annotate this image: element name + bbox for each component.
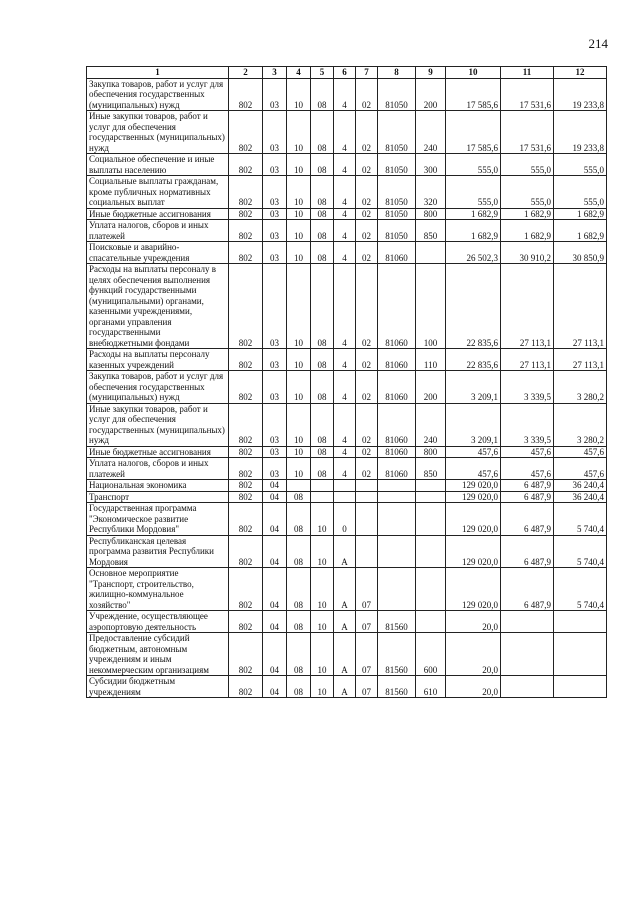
- code-cell: 802: [229, 220, 263, 242]
- row-name: Иные бюджетные ассигнования: [87, 446, 229, 458]
- table-row: [87, 220, 607, 242]
- code-cell: 08: [311, 111, 334, 154]
- code-cell: 200: [416, 371, 446, 404]
- table-row: [87, 611, 607, 633]
- amount-cell: 27 113,1: [501, 349, 554, 371]
- row-name: Расходы на выплаты персоналу в целях обеспечения выполнения функций государственными (муниципальными) органами, казенными учреждениями, органами управления государственными внебюджетными фондами: [87, 264, 229, 349]
- code-cell: 81050: [378, 111, 416, 154]
- amount-cell: 1 682,9: [554, 208, 607, 220]
- code-cell: 600: [416, 633, 446, 676]
- code-cell: 10: [287, 242, 311, 264]
- amount-cell: 19 233,8: [554, 111, 607, 154]
- table-row: [87, 446, 607, 458]
- code-cell: 02: [356, 78, 378, 111]
- code-cell: 08: [287, 676, 311, 698]
- table-row: [87, 154, 607, 176]
- code-cell: 10: [287, 446, 311, 458]
- amount-cell: 17 531,6: [501, 111, 554, 154]
- amount-cell: 129 020,0: [446, 503, 501, 536]
- code-cell: 03: [263, 111, 287, 154]
- column-header-10: 10: [446, 67, 501, 79]
- code-cell: 04: [263, 491, 287, 503]
- table-row: [87, 208, 607, 220]
- code-cell: 802: [229, 480, 263, 492]
- column-header-2: 2: [229, 67, 263, 79]
- code-cell: 07: [356, 633, 378, 676]
- column-header-6: 6: [334, 67, 356, 79]
- code-cell: 08: [311, 349, 334, 371]
- row-name: Учреждение, осуществляющее аэропортовую деятельность: [87, 611, 229, 633]
- code-cell: 03: [263, 242, 287, 264]
- row-name: Основное мероприятие "Транспорт, строительство, жилищно-коммунальное хозяйство": [87, 568, 229, 611]
- code-cell: [416, 611, 446, 633]
- amount-cell: 36 240,4: [554, 480, 607, 492]
- code-cell: А: [334, 535, 356, 568]
- amount-cell: 555,0: [446, 176, 501, 209]
- row-name: Национальная экономика: [87, 480, 229, 492]
- table-row: [87, 568, 607, 611]
- amount-cell: 3 209,1: [446, 403, 501, 446]
- code-cell: 08: [311, 458, 334, 480]
- code-cell: 02: [356, 264, 378, 349]
- code-cell: 4: [334, 403, 356, 446]
- code-cell: 4: [334, 220, 356, 242]
- row-name: Транспорт: [87, 491, 229, 503]
- code-cell: 802: [229, 446, 263, 458]
- code-cell: [378, 480, 416, 492]
- code-cell: 802: [229, 535, 263, 568]
- code-cell: [416, 242, 446, 264]
- code-cell: 02: [356, 242, 378, 264]
- code-cell: 08: [287, 611, 311, 633]
- code-cell: 81560: [378, 676, 416, 698]
- code-cell: [311, 491, 334, 503]
- code-cell: 81050: [378, 154, 416, 176]
- code-cell: 10: [311, 676, 334, 698]
- amount-cell: 457,6: [446, 458, 501, 480]
- amount-cell: [554, 633, 607, 676]
- code-cell: 850: [416, 220, 446, 242]
- code-cell: 02: [356, 403, 378, 446]
- table-row: [87, 458, 607, 480]
- code-cell: [378, 568, 416, 611]
- table-row: [87, 535, 607, 568]
- code-cell: 03: [263, 403, 287, 446]
- row-name: Социальное обеспечение и иные выплаты населению: [87, 154, 229, 176]
- code-cell: 800: [416, 446, 446, 458]
- row-name: Государственная программа "Экономическое развитие Республики Мордовия": [87, 503, 229, 536]
- table-row: [87, 403, 607, 446]
- code-cell: 10: [287, 111, 311, 154]
- row-name: Иные бюджетные ассигнования: [87, 208, 229, 220]
- amount-cell: 20,0: [446, 676, 501, 698]
- code-cell: А: [334, 611, 356, 633]
- amount-cell: 3 339,5: [501, 403, 554, 446]
- code-cell: 08: [311, 403, 334, 446]
- code-cell: 802: [229, 491, 263, 503]
- amount-cell: 129 020,0: [446, 535, 501, 568]
- amount-cell: 36 240,4: [554, 491, 607, 503]
- code-cell: [334, 491, 356, 503]
- page-number: 214: [588, 36, 608, 51]
- amount-cell: 27 113,1: [501, 264, 554, 349]
- amount-cell: 3 280,2: [554, 371, 607, 404]
- code-cell: 08: [287, 568, 311, 611]
- code-cell: 10: [287, 371, 311, 404]
- code-cell: 802: [229, 503, 263, 536]
- code-cell: 81060: [378, 403, 416, 446]
- code-cell: [334, 480, 356, 492]
- amount-cell: 129 020,0: [446, 568, 501, 611]
- code-cell: 10: [287, 458, 311, 480]
- amount-cell: 555,0: [554, 176, 607, 209]
- amount-cell: 457,6: [501, 458, 554, 480]
- code-cell: 10: [287, 208, 311, 220]
- code-cell: 81060: [378, 458, 416, 480]
- code-cell: 81060: [378, 242, 416, 264]
- code-cell: 802: [229, 78, 263, 111]
- code-cell: 03: [263, 446, 287, 458]
- code-cell: 81560: [378, 611, 416, 633]
- code-cell: 03: [263, 220, 287, 242]
- code-cell: 4: [334, 176, 356, 209]
- code-cell: 4: [334, 154, 356, 176]
- code-cell: 4: [334, 264, 356, 349]
- code-cell: 81060: [378, 264, 416, 349]
- code-cell: 10: [287, 154, 311, 176]
- code-cell: 10: [287, 349, 311, 371]
- code-cell: 81560: [378, 633, 416, 676]
- code-cell: 08: [311, 78, 334, 111]
- code-cell: А: [334, 633, 356, 676]
- code-cell: [356, 491, 378, 503]
- code-cell: 02: [356, 446, 378, 458]
- amount-cell: 3 339,5: [501, 371, 554, 404]
- amount-cell: 457,6: [554, 446, 607, 458]
- code-cell: 02: [356, 176, 378, 209]
- code-cell: [416, 568, 446, 611]
- amount-cell: 1 682,9: [501, 220, 554, 242]
- amount-cell: 457,6: [446, 446, 501, 458]
- code-cell: 240: [416, 111, 446, 154]
- code-cell: [378, 503, 416, 536]
- code-cell: 81050: [378, 176, 416, 209]
- amount-cell: [501, 676, 554, 698]
- code-cell: 10: [311, 611, 334, 633]
- column-header-5: 5: [311, 67, 334, 79]
- code-cell: 802: [229, 611, 263, 633]
- row-name: Социальные выплаты гражданам, кроме публичных нормативных социальных выплат: [87, 176, 229, 209]
- code-cell: [378, 535, 416, 568]
- code-cell: 10: [311, 633, 334, 676]
- code-cell: 08: [311, 220, 334, 242]
- budget-table: [86, 66, 607, 698]
- code-cell: 10: [311, 503, 334, 536]
- column-header-4: 4: [287, 67, 311, 79]
- amount-cell: 6 487,9: [501, 491, 554, 503]
- code-cell: 200: [416, 78, 446, 111]
- code-cell: [287, 480, 311, 492]
- column-header-12: 12: [554, 67, 607, 79]
- table-row: [87, 264, 607, 349]
- code-cell: 100: [416, 264, 446, 349]
- code-cell: 04: [263, 611, 287, 633]
- code-cell: [356, 480, 378, 492]
- amount-cell: 26 502,3: [446, 242, 501, 264]
- code-cell: 240: [416, 403, 446, 446]
- code-cell: [416, 503, 446, 536]
- code-cell: [311, 480, 334, 492]
- code-cell: 10: [287, 78, 311, 111]
- code-cell: 802: [229, 633, 263, 676]
- code-cell: 802: [229, 264, 263, 349]
- table-row: [87, 78, 607, 111]
- code-cell: 03: [263, 154, 287, 176]
- code-cell: 81060: [378, 446, 416, 458]
- amount-cell: [501, 633, 554, 676]
- row-name: Уплата налогов, сборов и иных платежей: [87, 458, 229, 480]
- code-cell: 08: [287, 491, 311, 503]
- code-cell: 4: [334, 78, 356, 111]
- code-cell: 02: [356, 349, 378, 371]
- amount-cell: 129 020,0: [446, 491, 501, 503]
- code-cell: 610: [416, 676, 446, 698]
- amount-cell: 5 740,4: [554, 503, 607, 536]
- code-cell: 4: [334, 242, 356, 264]
- code-cell: 02: [356, 154, 378, 176]
- table-row: [87, 242, 607, 264]
- code-cell: 802: [229, 371, 263, 404]
- amount-cell: 1 682,9: [554, 220, 607, 242]
- code-cell: 04: [263, 503, 287, 536]
- amount-cell: 20,0: [446, 611, 501, 633]
- code-cell: 802: [229, 458, 263, 480]
- code-cell: 04: [263, 535, 287, 568]
- table-row: [87, 176, 607, 209]
- amount-cell: 5 740,4: [554, 568, 607, 611]
- code-cell: 04: [263, 480, 287, 492]
- row-name: Поисковые и аварийно-спасательные учреждения: [87, 242, 229, 264]
- table-header-row: [87, 67, 607, 79]
- code-cell: 03: [263, 458, 287, 480]
- amount-cell: 27 113,1: [554, 349, 607, 371]
- amount-cell: [554, 611, 607, 633]
- amount-cell: 1 682,9: [501, 208, 554, 220]
- amount-cell: 555,0: [554, 154, 607, 176]
- amount-cell: 6 487,9: [501, 568, 554, 611]
- code-cell: 08: [287, 633, 311, 676]
- code-cell: 07: [356, 568, 378, 611]
- code-cell: 10: [287, 220, 311, 242]
- amount-cell: 17 585,6: [446, 111, 501, 154]
- code-cell: 02: [356, 111, 378, 154]
- code-cell: 03: [263, 264, 287, 349]
- amount-cell: 457,6: [554, 458, 607, 480]
- column-header-8: 8: [378, 67, 416, 79]
- amount-cell: 3 209,1: [446, 371, 501, 404]
- code-cell: 4: [334, 111, 356, 154]
- code-cell: 802: [229, 208, 263, 220]
- code-cell: 81050: [378, 78, 416, 111]
- amount-cell: 22 835,6: [446, 264, 501, 349]
- code-cell: 802: [229, 403, 263, 446]
- table-row: [87, 111, 607, 154]
- code-cell: 81050: [378, 220, 416, 242]
- column-header-7: 7: [356, 67, 378, 79]
- code-cell: 10: [287, 264, 311, 349]
- code-cell: 08: [287, 503, 311, 536]
- code-cell: 0: [334, 503, 356, 536]
- amount-cell: 1 682,9: [446, 220, 501, 242]
- code-cell: 03: [263, 371, 287, 404]
- column-header-11: 11: [501, 67, 554, 79]
- code-cell: 10: [287, 403, 311, 446]
- code-cell: 02: [356, 458, 378, 480]
- amount-cell: 6 487,9: [501, 503, 554, 536]
- code-cell: 08: [311, 176, 334, 209]
- amount-cell: 6 487,9: [501, 480, 554, 492]
- code-cell: 02: [356, 208, 378, 220]
- code-cell: 800: [416, 208, 446, 220]
- code-cell: 850: [416, 458, 446, 480]
- amount-cell: 1 682,9: [446, 208, 501, 220]
- amount-cell: 457,6: [501, 446, 554, 458]
- code-cell: 320: [416, 176, 446, 209]
- code-cell: 03: [263, 349, 287, 371]
- code-cell: 03: [263, 208, 287, 220]
- amount-cell: 17 531,6: [501, 78, 554, 111]
- code-cell: 4: [334, 208, 356, 220]
- amount-cell: 555,0: [446, 154, 501, 176]
- code-cell: 802: [229, 154, 263, 176]
- column-header-9: 9: [416, 67, 446, 79]
- row-name: Предоставление субсидий бюджетным, автономным учреждениям и иным некоммерческим организациям: [87, 633, 229, 676]
- code-cell: А: [334, 676, 356, 698]
- code-cell: 04: [263, 676, 287, 698]
- table-row: [87, 633, 607, 676]
- code-cell: А: [334, 568, 356, 611]
- amount-cell: [501, 611, 554, 633]
- code-cell: 300: [416, 154, 446, 176]
- row-name: Уплата налогов, сборов и иных платежей: [87, 220, 229, 242]
- column-header-1: 1: [87, 67, 229, 79]
- table-row: [87, 349, 607, 371]
- code-cell: 10: [311, 568, 334, 611]
- code-cell: 07: [356, 676, 378, 698]
- code-cell: 4: [334, 446, 356, 458]
- code-cell: [356, 535, 378, 568]
- code-cell: 07: [356, 611, 378, 633]
- amount-cell: 5 740,4: [554, 535, 607, 568]
- code-cell: 4: [334, 371, 356, 404]
- code-cell: 08: [311, 242, 334, 264]
- column-header-3: 3: [263, 67, 287, 79]
- row-name: Иные закупки товаров, работ и услуг для обеспечения государственных (муниципальных) нужд: [87, 111, 229, 154]
- amount-cell: 6 487,9: [501, 535, 554, 568]
- code-cell: 08: [311, 208, 334, 220]
- table-body: [87, 78, 607, 698]
- table-row: [87, 503, 607, 536]
- code-cell: [416, 535, 446, 568]
- amount-cell: 30 910,2: [501, 242, 554, 264]
- table-row: [87, 491, 607, 503]
- code-cell: 802: [229, 568, 263, 611]
- row-name: Закупка товаров, работ и услуг для обеспечения государственных (муниципальных) нужд: [87, 371, 229, 404]
- code-cell: 110: [416, 349, 446, 371]
- code-cell: 08: [311, 371, 334, 404]
- code-cell: 02: [356, 220, 378, 242]
- row-name: Республиканская целевая программа развития Республики Мордовия: [87, 535, 229, 568]
- amount-cell: 27 113,1: [554, 264, 607, 349]
- code-cell: 08: [311, 154, 334, 176]
- code-cell: 08: [311, 446, 334, 458]
- amount-cell: 3 280,2: [554, 403, 607, 446]
- amount-cell: 17 585,6: [446, 78, 501, 111]
- code-cell: [416, 480, 446, 492]
- code-cell: [416, 491, 446, 503]
- code-cell: 4: [334, 458, 356, 480]
- amount-cell: 555,0: [501, 176, 554, 209]
- code-cell: 81060: [378, 349, 416, 371]
- amount-cell: 30 850,9: [554, 242, 607, 264]
- code-cell: 04: [263, 633, 287, 676]
- code-cell: 802: [229, 349, 263, 371]
- table-row: [87, 371, 607, 404]
- row-name: Закупка товаров, работ и услуг для обеспечения государственных (муниципальных) нужд: [87, 78, 229, 111]
- code-cell: 08: [311, 264, 334, 349]
- code-cell: 04: [263, 568, 287, 611]
- table-row: [87, 480, 607, 492]
- row-name: Расходы на выплаты персоналу казенных учреждений: [87, 349, 229, 371]
- code-cell: 10: [287, 176, 311, 209]
- code-cell: 81060: [378, 371, 416, 404]
- table-row: [87, 676, 607, 698]
- code-cell: 03: [263, 78, 287, 111]
- amount-cell: [554, 676, 607, 698]
- code-cell: 02: [356, 371, 378, 404]
- code-cell: 802: [229, 176, 263, 209]
- code-cell: 10: [311, 535, 334, 568]
- code-cell: 802: [229, 676, 263, 698]
- code-cell: [356, 503, 378, 536]
- code-cell: 08: [287, 535, 311, 568]
- code-cell: 802: [229, 242, 263, 264]
- row-name: Субсидии бюджетным учреждениям: [87, 676, 229, 698]
- amount-cell: 129 020,0: [446, 480, 501, 492]
- amount-cell: 555,0: [501, 154, 554, 176]
- amount-cell: 22 835,6: [446, 349, 501, 371]
- row-name: Иные закупки товаров, работ и услуг для обеспечения государственных (муниципальных) нужд: [87, 403, 229, 446]
- amount-cell: 20,0: [446, 633, 501, 676]
- code-cell: 03: [263, 176, 287, 209]
- code-cell: 4: [334, 349, 356, 371]
- code-cell: 81050: [378, 208, 416, 220]
- amount-cell: 19 233,8: [554, 78, 607, 111]
- code-cell: 802: [229, 111, 263, 154]
- code-cell: [378, 491, 416, 503]
